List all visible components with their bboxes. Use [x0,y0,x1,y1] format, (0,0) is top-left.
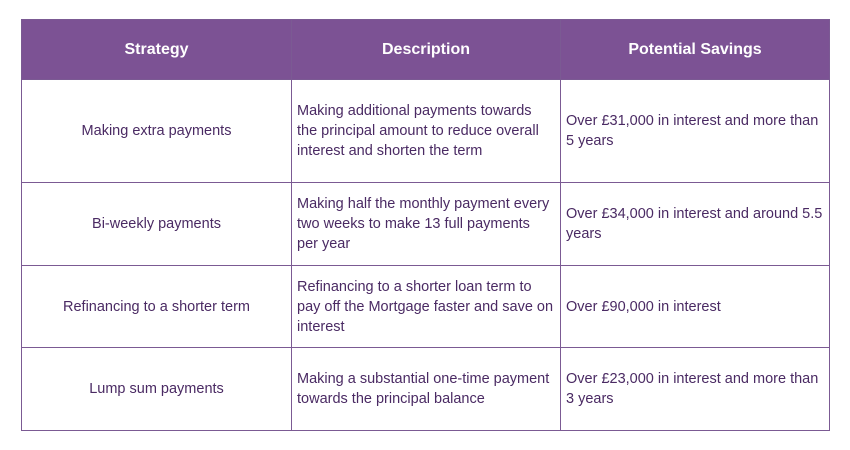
header-strategy: Strategy [22,20,292,80]
table-header [22,20,830,80]
savings-cell: Over £31,000 in interest and more than 5 years [561,80,830,183]
strategy-cell: Lump sum payments [22,348,292,431]
savings-cell: Over £34,000 in interest and around 5.5 years [561,183,830,266]
mortgage-strategies-table [21,19,830,431]
header-description: Description [292,20,561,80]
savings-cell: Over £23,000 in interest and more than 3 years [561,348,830,431]
header-potential-savings: Potential Savings [561,20,830,80]
strategy-cell: Refinancing to a shorter term [22,266,292,348]
description-cell: Making half the monthly payment every two weeks to make 13 full payments per year [292,183,561,266]
strategy-cell: Bi-weekly payments [22,183,292,266]
table-row [22,266,830,348]
table-body [22,80,830,431]
table-row [22,348,830,431]
strategy-cell: Making extra payments [22,80,292,183]
description-cell: Refinancing to a shorter loan term to pay off the Mortgage faster and save on interest [292,266,561,348]
table-row [22,80,830,183]
table-row [22,183,830,266]
savings-cell: Over £90,000 in interest [561,266,830,348]
description-cell: Making a substantial one-time payment towards the principal balance [292,348,561,431]
header-row [22,20,830,80]
description-cell: Making additional payments towards the principal amount to reduce overall interest and shorten the term [292,80,561,183]
